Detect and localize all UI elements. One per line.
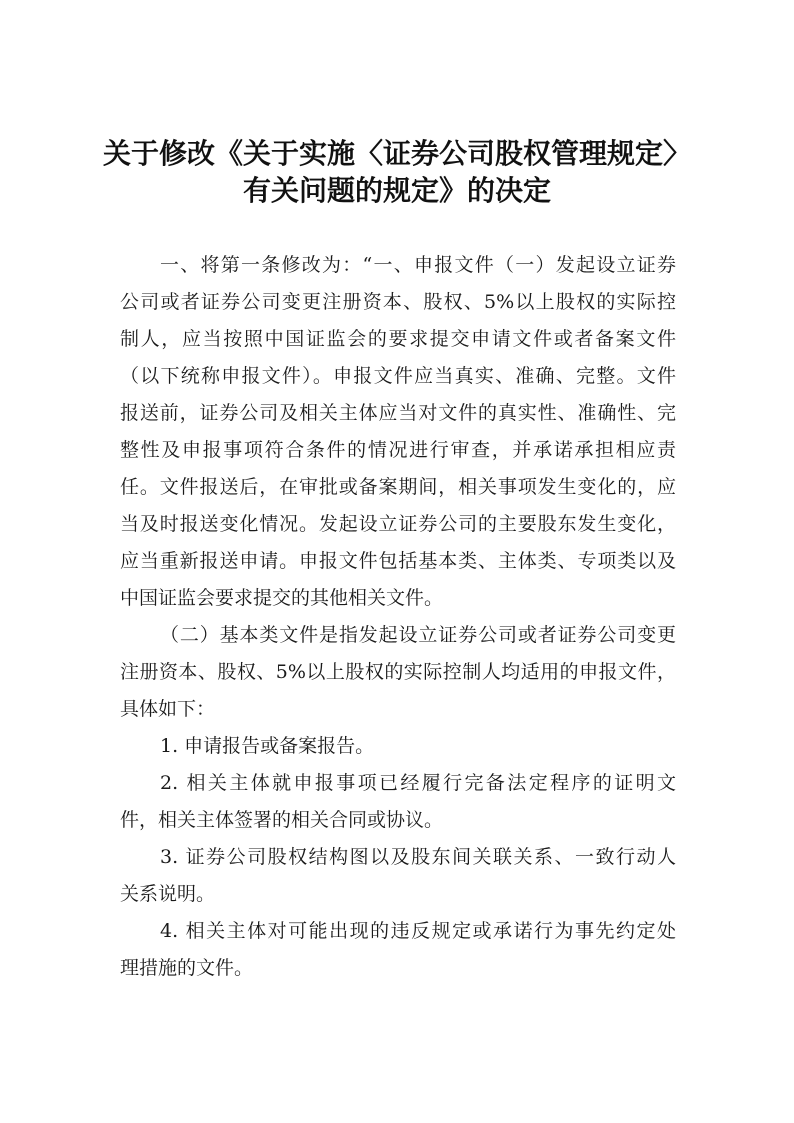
body-line: 1. 申请报告或备案报告。 (160, 735, 375, 757)
body-line: 理措施的文件。 (120, 957, 254, 979)
document-title-line-2: 有关问题的规定》的决定 (242, 174, 551, 207)
body-line: 关系说明。 (120, 883, 216, 905)
document-title-line-1: 关于修改《关于实施〈证券公司股权管理规定〉 (102, 137, 691, 170)
body-line: 件，相关主体签署的相关合同或协议。 (120, 809, 444, 831)
body-line: 3. 证券公司股权结构图以及股东间关联关系、一致行动人 (160, 846, 676, 868)
body-line: 任。文件报送后，在审批或备案期间，相关事项发生变化的，应 (120, 476, 676, 498)
body-line: 报送前，证券公司及相关主体应当对文件的真实性、准确性、完 (120, 402, 676, 424)
body-line: 制人，应当按照中国证监会的要求提交申请文件或者备案文件 (120, 328, 676, 350)
body-line: 公司或者证券公司变更注册资本、股权、5%以上股权的实际控 (120, 291, 676, 313)
document-body (120, 250, 676, 990)
body-line: （二）基本类文件是指发起设立证券公司或者证券公司变更 (160, 624, 676, 646)
body-line: （以下统称申报文件）。申报文件应当真实、准确、完整。文件 (120, 365, 676, 387)
body-line: 具体如下： (120, 698, 216, 720)
body-line: 2. 相关主体就申报事项已经履行完备法定程序的证明文 (160, 772, 676, 794)
body-line: 4. 相关主体对可能出现的违反规定或承诺行为事先约定处 (160, 920, 676, 942)
body-line: 一、将第一条修改为：“一、申报文件（一）发起设立证券 (160, 254, 676, 276)
body-line: 当及时报送变化情况。发起设立证券公司的主要股东发生变化， (120, 513, 676, 535)
body-line: 应当重新报送申请。申报文件包括基本类、主体类、专项类以及 (120, 550, 676, 572)
body-line: 注册资本、股权、5%以上股权的实际控制人均适用的申报文件， (120, 661, 676, 683)
body-line: 整性及申报事项符合条件的情况进行审查，并承诺承担相应责 (120, 439, 676, 461)
body-line: 中国证监会要求提交的其他相关文件。 (120, 587, 444, 609)
